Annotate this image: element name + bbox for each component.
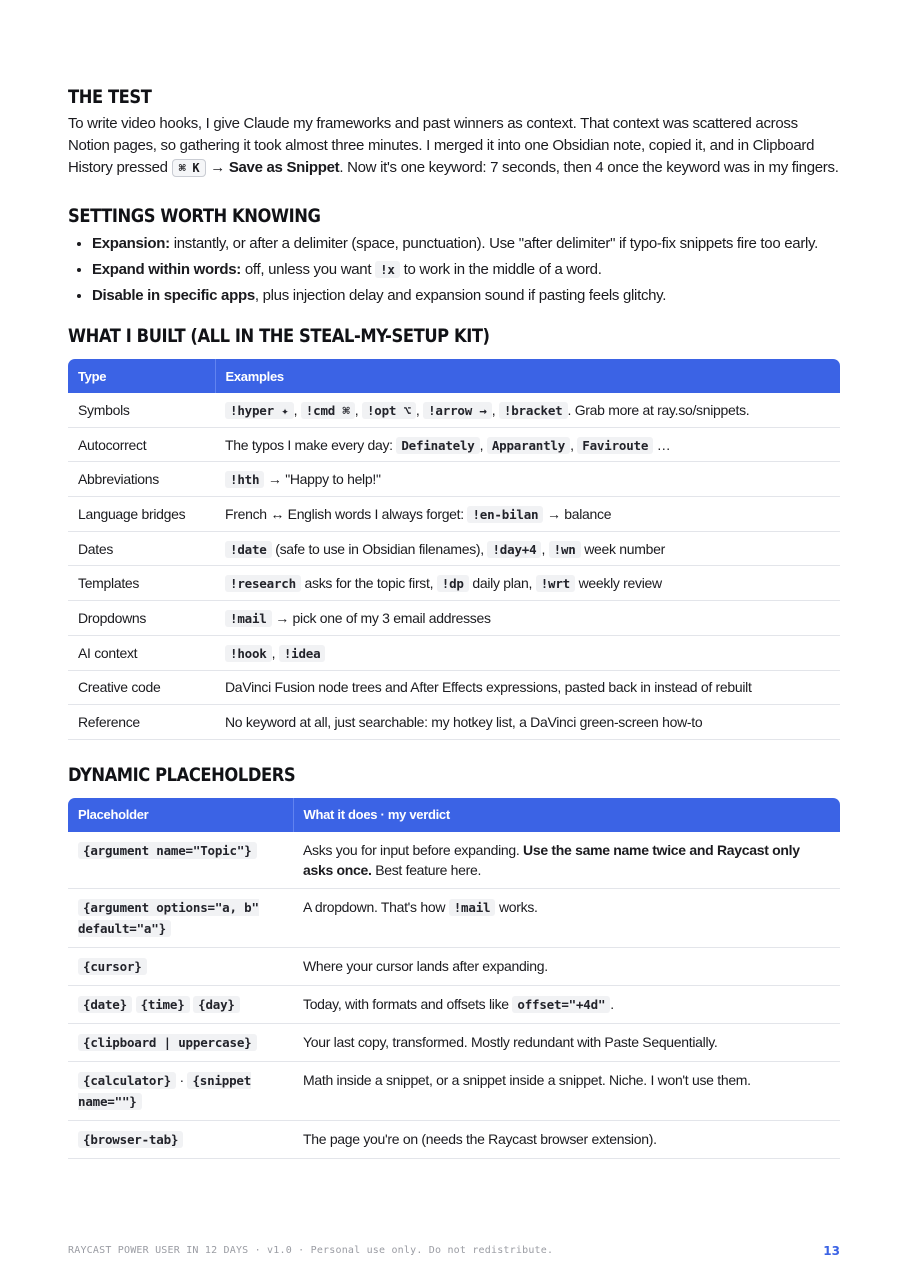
paragraph-the-test	[68, 113, 840, 179]
text: ,	[479, 436, 487, 453]
inline-code: !opt ⌥	[362, 402, 416, 419]
table-row	[68, 427, 840, 462]
inline-code: Apparantly	[487, 437, 570, 454]
table-row	[68, 1120, 840, 1158]
type-cell: Symbols	[68, 393, 215, 427]
text: to work in the middle of a word.	[399, 261, 602, 278]
page-content	[68, 86, 840, 1159]
text: instantly, or after a delimiter (space, punctuation). Use "after delimiter" if typo-fix snippets fire too early.	[169, 235, 819, 252]
heading-the-test: THE TEST	[68, 86, 152, 108]
text: Today, with formats and offsets like	[303, 995, 513, 1012]
text: week number	[580, 540, 665, 557]
placeholder-cell	[68, 832, 293, 889]
list-item	[92, 233, 840, 255]
text: → balance	[543, 505, 612, 522]
text: Asks you for input before expanding.	[303, 841, 524, 858]
list-item	[92, 259, 840, 281]
section-dynamic-placeholders	[68, 764, 840, 1159]
table-row	[68, 462, 840, 497]
text: → pick one of my 3 email addresses	[271, 609, 491, 626]
heading-dynamic-placeholders: DYNAMIC PLACEHOLDERS	[68, 763, 296, 786]
type-cell: Dropdowns	[68, 601, 215, 636]
text: Best feature here.	[371, 861, 482, 878]
text: daily plan,	[468, 575, 536, 592]
placeholder-cell	[68, 947, 293, 985]
verdict-cell	[293, 985, 840, 1023]
table-row	[68, 393, 840, 427]
table-row	[68, 985, 840, 1023]
inline-code: !research	[225, 575, 301, 592]
verdict-cell: Math inside a snippet, or a snippet inside a snippet. Niche. I won't use them.	[293, 1061, 840, 1120]
type-cell: Templates	[68, 566, 215, 601]
page-number: 13	[823, 1244, 840, 1258]
table-row	[68, 497, 840, 532]
examples-cell	[215, 601, 840, 636]
keyboard-shortcut: ⌘ K	[172, 159, 207, 177]
section-settings	[68, 205, 840, 307]
text: , plus injection delay and expansion sound if pasting feels glitchy.	[254, 287, 667, 304]
table-row	[68, 601, 840, 636]
table-row	[68, 566, 840, 601]
built-table	[68, 359, 840, 740]
examples-cell: DaVinci Fusion node trees and After Effects expressions, pasted back in instead of rebuilt	[215, 670, 840, 705]
examples-cell	[215, 566, 840, 601]
text: ·	[175, 1071, 188, 1088]
bold-text: Expansion:	[92, 235, 170, 252]
inline-code: !day+4	[487, 541, 541, 558]
placeholders-table	[68, 798, 840, 1159]
inline-code: {date}	[78, 996, 132, 1013]
verdict-cell: The page you're on (needs the Raycast browser extension).	[293, 1120, 840, 1158]
inline-code: !x	[375, 261, 400, 278]
inline-code: !wrt	[536, 575, 575, 592]
text: weekly review	[575, 575, 662, 592]
inline-code: !mail	[225, 610, 272, 627]
bold-text: Expand within words:	[92, 261, 242, 278]
examples-cell	[215, 462, 840, 497]
verdict-cell: Where your cursor lands after expanding.	[293, 947, 840, 985]
text: .	[610, 995, 614, 1012]
table-row	[68, 832, 840, 889]
text: works.	[495, 898, 538, 915]
text: asks for the topic first,	[300, 575, 437, 592]
text: ,	[293, 401, 301, 418]
placeholder-cell	[68, 888, 293, 947]
examples-cell	[215, 497, 840, 532]
text: ,	[354, 401, 362, 418]
inline-code: !bracket	[499, 402, 568, 419]
type-cell: Autocorrect	[68, 427, 215, 462]
inline-code: {time}	[136, 996, 190, 1013]
type-cell: AI context	[68, 635, 215, 670]
inline-code: !idea	[279, 645, 326, 662]
settings-list	[68, 233, 840, 307]
type-cell: Reference	[68, 705, 215, 740]
verdict-cell	[293, 888, 840, 947]
verdict-cell: Your last copy, transformed. Mostly redundant with Paste Sequentially.	[293, 1023, 840, 1061]
inline-code: {cursor}	[78, 958, 147, 975]
examples-cell	[215, 427, 840, 462]
table-row	[68, 705, 840, 740]
table-row	[68, 635, 840, 670]
examples-cell	[215, 531, 840, 566]
placeholder-cell	[68, 985, 293, 1023]
table-header-row	[68, 359, 840, 393]
inline-code: !arrow →	[423, 402, 492, 419]
inline-code: offset="+4d"	[512, 996, 610, 1013]
verdict-cell	[293, 832, 840, 889]
text: ,	[271, 644, 279, 661]
bold-text: Save as Snippet	[228, 159, 340, 176]
text: ,	[491, 401, 499, 418]
table-row	[68, 1023, 840, 1061]
placeholder-cell	[68, 1120, 293, 1158]
inline-code: !cmd ⌘	[301, 402, 355, 419]
inline-code: !wn	[549, 541, 581, 558]
text: A dropdown. That's how	[303, 898, 449, 915]
table-row	[68, 947, 840, 985]
type-cell: Dates	[68, 531, 215, 566]
inline-code: {browser-tab}	[78, 1131, 183, 1148]
inline-code: {calculator}	[78, 1072, 176, 1089]
examples-cell: No keyword at all, just searchable: my hotkey list, a DaVinci green-screen how-to	[215, 705, 840, 740]
table-row	[68, 531, 840, 566]
bold-text: Disable in specific apps	[92, 287, 255, 304]
inline-code: Definately	[396, 437, 479, 454]
inline-code: {argument name="Topic"}	[78, 842, 257, 859]
examples-cell	[215, 635, 840, 670]
table-row	[68, 670, 840, 705]
heading-what-i-built: WHAT I BUILT (ALL IN THE STEAL-MY-SETUP KIT)	[68, 325, 490, 347]
type-cell: Abbreviations	[68, 462, 215, 497]
table-row	[68, 1061, 840, 1120]
text: ,	[415, 401, 424, 418]
column-header-type: Type	[68, 359, 215, 393]
text: French ↔ English words I always forget:	[225, 505, 468, 522]
heading-settings: SETTINGS WORTH KNOWING	[68, 205, 321, 227]
column-header-examples: Examples	[215, 359, 840, 393]
list-item	[92, 285, 840, 307]
examples-cell	[215, 393, 840, 427]
inline-code: !hook	[225, 645, 272, 662]
table-header-row	[68, 798, 840, 832]
text: → "Happy to help!"	[264, 471, 381, 488]
footer-text: RAYCAST POWER USER IN 12 DAYS · v1.0 · Personal use only. Do not redistribute.	[68, 1245, 554, 1256]
inline-code: !dp	[437, 575, 469, 592]
section-what-i-built	[68, 325, 840, 740]
column-header-verdict: What it does · my verdict	[293, 798, 840, 832]
table-row	[68, 888, 840, 947]
text: …	[653, 436, 671, 453]
inline-code: !en-bilan	[467, 506, 543, 523]
inline-code: {argument options="a, b" default="a"}	[78, 899, 259, 936]
inline-code: {clipboard | uppercase}	[78, 1034, 257, 1051]
text: To write video hooks, I give Claude my frameworks and past winners as context. That context was scattered across Notion pages, so gathering it took almost three minutes. I merged it into one Obsidian note, copied it, and in Clipboard History pressed	[68, 115, 815, 176]
text: ,	[570, 436, 578, 453]
arrow: →	[210, 159, 225, 176]
inline-code: {day}	[193, 996, 240, 1013]
text: . Now it's one keyword: 7 seconds, then 4 once the keyword was in my fingers.	[339, 159, 839, 176]
placeholder-cell	[68, 1023, 293, 1061]
placeholder-cell	[68, 1061, 293, 1120]
inline-code: !mail	[449, 899, 496, 916]
section-the-test	[68, 86, 840, 179]
inline-code: !hth	[225, 471, 264, 488]
type-cell: Creative code	[68, 670, 215, 705]
type-cell: Language bridges	[68, 497, 215, 532]
column-header-placeholder: Placeholder	[68, 798, 293, 832]
inline-code: !hyper ✦	[225, 402, 294, 419]
text: off, unless you want	[241, 261, 376, 278]
inline-code: Faviroute	[577, 437, 653, 454]
inline-code: {snippet name=""}	[78, 1072, 252, 1109]
text: (safe to use in Obsidian filenames),	[271, 540, 488, 557]
bold-text: Use the same name twice and Raycast only asks once.	[303, 841, 800, 878]
text: ,	[541, 540, 549, 557]
text: . Grab more at ray.so/snippets.	[567, 401, 750, 418]
inline-code: !date	[225, 541, 272, 558]
text: The typos I make every day:	[225, 436, 397, 453]
